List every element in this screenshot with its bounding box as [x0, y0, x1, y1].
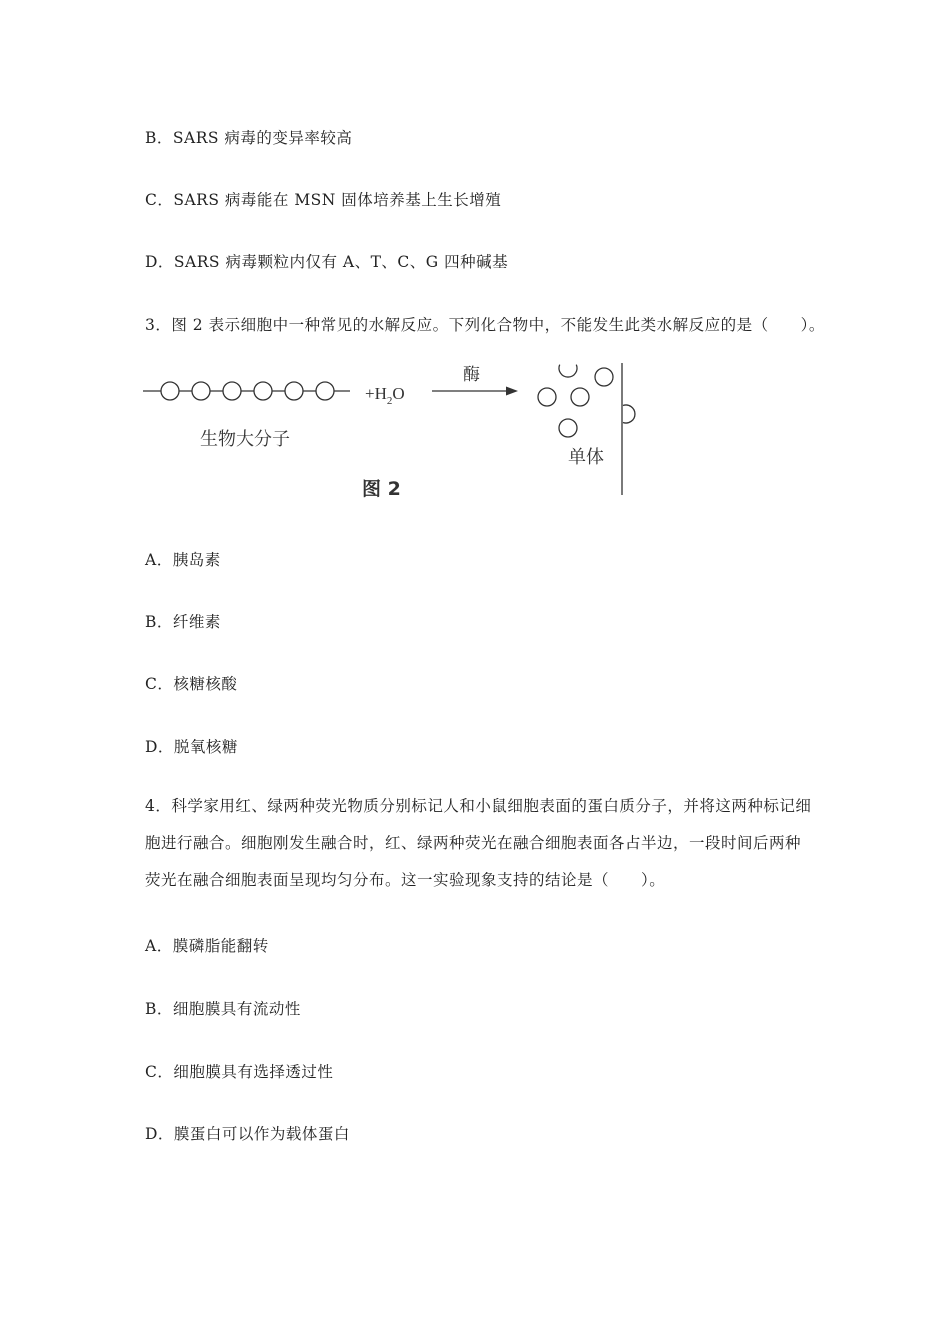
hydrolysis-figure: [140, 355, 640, 500]
q2-option-c: C．SARS 病毒能在 MSN 固体培养基上生长增殖: [145, 191, 502, 209]
q3-option-d: D．脱氧核糖: [145, 738, 238, 756]
reaction-arrow: [432, 387, 518, 396]
q3-option-b: B．纤维素: [145, 613, 221, 631]
q4-stem: 4．科学家用红、绿两种荧光物质分别标记人和小鼠细胞表面的蛋白质分子，并将这两种标记细胞进行融合。细胞刚发生融合时，红、绿两种荧光在融合细胞表面各占半边，一段时间后两种荧光在融合细胞表面呈现均匀分布。这一实验现象支持的结论是（ ）。: [145, 797, 812, 889]
macromolecule-chain: [143, 382, 350, 400]
water-label: $+H_2O$: [365, 384, 405, 407]
q2-option-b: B．SARS 病毒的变异率较高: [145, 129, 353, 147]
q4-option-b: B．细胞膜具有流动性: [145, 1000, 301, 1018]
monomers: [538, 365, 635, 437]
q4-option-c: C．细胞膜具有选择透过性: [145, 1063, 334, 1081]
q3-option-c: C．核糖核酸: [145, 675, 238, 693]
monomer-label: 单体: [568, 447, 604, 468]
q4-option-d: D．膜蛋白可以作为载体蛋白: [145, 1125, 350, 1143]
macromolecule-label: 生物大分子: [200, 429, 290, 450]
q2-option-d: D．SARS 病毒颗粒内仅有 A、T、C、G 四种碱基: [145, 253, 509, 271]
q3-option-a: A．胰岛素: [145, 551, 221, 569]
q4-option-a: A．膜磷脂能翻转: [145, 937, 269, 955]
q3-stem: 3．图 2 表示细胞中一种常见的水解反应。下列化合物中，不能发生此类水解反应的是（ ）。: [145, 316, 825, 334]
figure-caption: 图 2: [362, 478, 401, 500]
enzyme-label: 酶: [463, 365, 480, 385]
